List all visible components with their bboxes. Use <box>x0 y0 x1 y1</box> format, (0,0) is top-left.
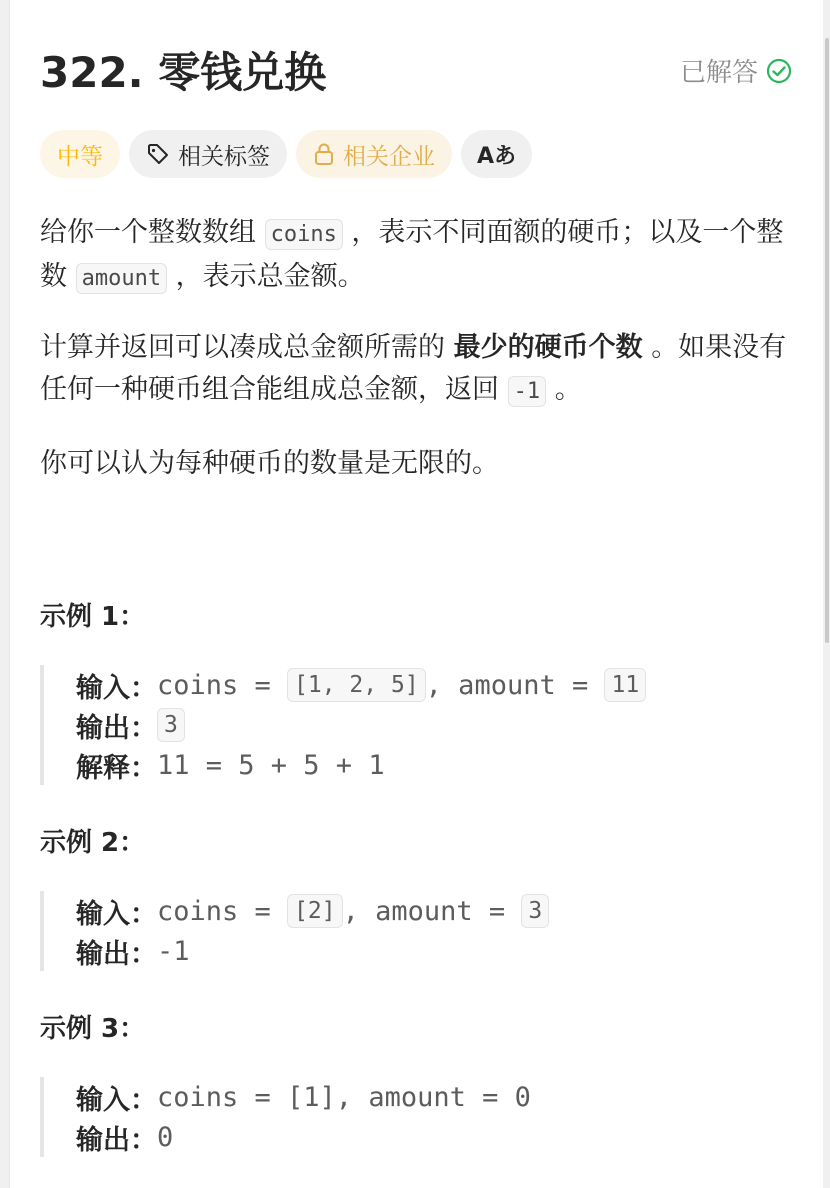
example-1-explanation <box>76 745 646 785</box>
text: 。如果没有任何一种硬币组合能组成总金额，返回 <box>40 332 787 405</box>
check-circle-icon <box>766 58 792 84</box>
input-text: , amount = <box>342 895 522 927</box>
output-value: -1 <box>157 935 190 967</box>
input-text: coins = <box>157 895 288 927</box>
text: 。 <box>554 374 582 405</box>
text: 给你一个整数数组 <box>40 217 256 248</box>
input-label: 输入： <box>76 672 157 704</box>
example-3-block <box>40 1077 531 1157</box>
difficulty-badge: 中等 <box>40 130 120 178</box>
explanation-text: 11 = 5 + 5 + 1 <box>157 749 385 781</box>
translate-icon: Aあ <box>477 143 517 169</box>
translate-button[interactable] <box>461 130 532 178</box>
input-coins-value: [2] <box>287 894 343 928</box>
input-text: coins = [1], amount = 0 <box>157 1081 531 1113</box>
example-2-title: 示例 2： <box>40 828 146 858</box>
output-value: 0 <box>157 1121 174 1153</box>
related-tags-label: 相关标签 <box>178 143 270 170</box>
example-1-block <box>40 665 646 785</box>
code-amount: amount <box>76 263 167 294</box>
example-3-input <box>76 1077 531 1117</box>
input-label: 输入： <box>76 898 157 930</box>
solved-label: 已解答 <box>679 58 758 88</box>
problem-title[interactable]: 322. 零钱兑换 <box>40 48 327 97</box>
related-companies-button[interactable] <box>296 130 452 178</box>
input-label: 输入： <box>76 1084 157 1116</box>
input-coins-value: [1, 2, 5] <box>287 668 426 702</box>
output-label: 输出： <box>76 712 157 744</box>
related-companies-label: 相关企业 <box>343 143 435 170</box>
output-label: 输出： <box>76 938 157 970</box>
description-paragraph-1 <box>40 212 792 300</box>
right-scroll-track <box>823 0 830 1188</box>
example-1-title: 示例 1： <box>40 602 146 632</box>
tag-icon <box>146 142 170 166</box>
example-3-title: 示例 3： <box>40 1014 146 1044</box>
code-coins: coins <box>265 219 343 250</box>
title-row <box>40 40 792 100</box>
tag-bar <box>40 130 532 178</box>
text: ，表示总金额。 <box>175 261 365 292</box>
text: ，表示不同面额的硬币；以及一个整数 <box>40 217 784 292</box>
lock-icon <box>313 142 335 166</box>
code-minus-one: -1 <box>508 376 547 407</box>
emphasis-text: 最少的硬币个数 <box>453 332 643 363</box>
description-paragraph-3: 你可以认为每种硬币的数量是无限的。 <box>40 448 499 479</box>
example-2-block <box>40 891 549 971</box>
input-amount-value: 3 <box>521 894 549 928</box>
example-3-output <box>76 1117 531 1157</box>
example-1-output <box>76 705 646 745</box>
description-paragraph-2 <box>40 327 792 413</box>
output-label: 输出： <box>76 1124 157 1156</box>
related-tags-button[interactable] <box>129 130 287 178</box>
explanation-label: 解释： <box>76 752 157 784</box>
input-text: coins = <box>157 669 288 701</box>
scrollbar-thumb[interactable] <box>825 38 829 643</box>
solved-status <box>680 52 792 89</box>
example-2-input <box>76 891 549 931</box>
output-value: 3 <box>157 708 185 742</box>
left-frame <box>0 0 10 1188</box>
example-1-input <box>76 665 646 705</box>
input-text: , amount = <box>425 669 605 701</box>
text: 计算并返回可以凑成总金额所需的 <box>40 332 445 363</box>
example-2-output <box>76 931 549 971</box>
input-amount-value: 11 <box>604 668 646 702</box>
